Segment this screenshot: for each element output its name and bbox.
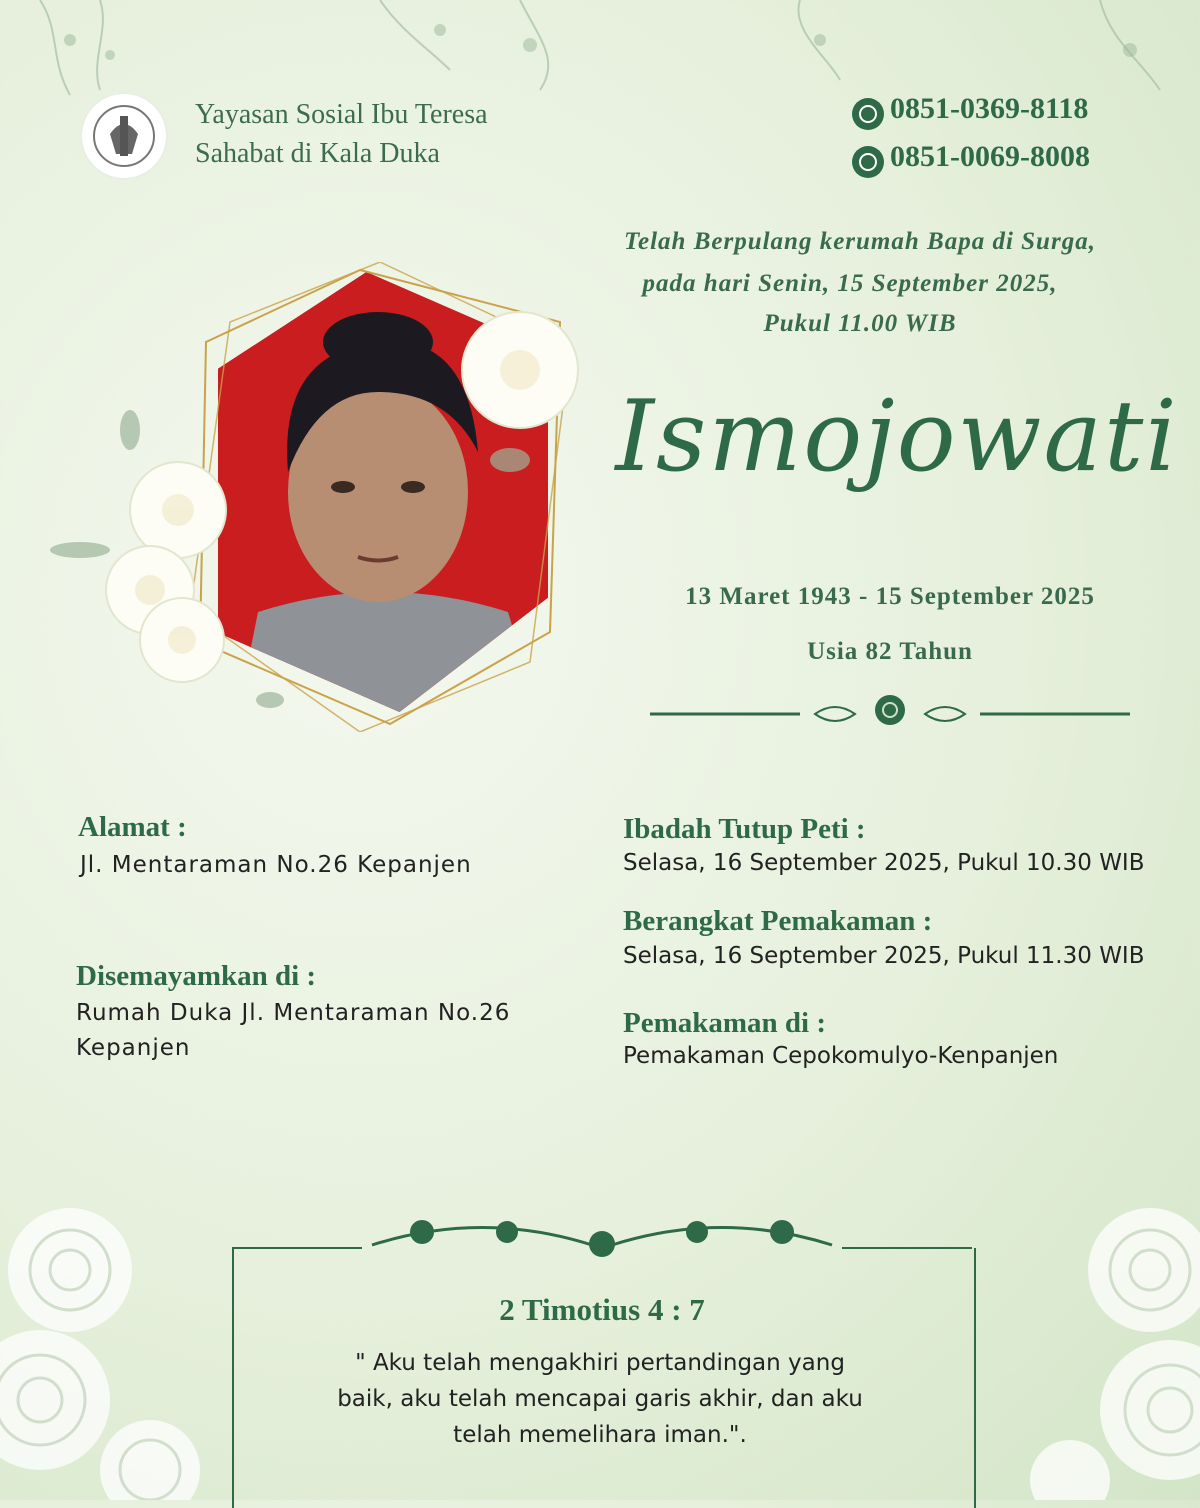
notice-line-2: pada hari Senin, 15 September 2025, [642, 270, 1058, 297]
verse-text [310, 1345, 890, 1453]
life-dates: 13 Maret 1943 - 15 September 2025 [685, 583, 1095, 610]
verse-line-3: telah memelihara iman.". [453, 1422, 747, 1448]
verse-reference: 2 Timotius 4 : 7 [499, 1292, 705, 1327]
age: Usia 82 Tahun [807, 638, 973, 665]
deceased-name: Ismojowati [615, 380, 1179, 494]
verse-line-1: " Aku telah mengakhiri pertandingan yang [355, 1350, 845, 1376]
service-label: Ibadah Tutup Peti : [623, 813, 866, 845]
laid-value-line-2: Kepanjen [76, 1035, 191, 1061]
org-name: Yayasan Sosial Ibu Teresa [195, 99, 488, 130]
phone-row-1[interactable] [852, 92, 1088, 130]
floral-divider [650, 692, 1130, 732]
laid-value-line-1: Rumah Duka Jl. Mentaraman No.26 [76, 1000, 511, 1026]
address-label: Alamat : [78, 811, 187, 843]
phone-number[interactable]: 0851-0069-8008 [890, 140, 1090, 173]
whatsapp-icon [852, 98, 884, 130]
whatsapp-icon [852, 146, 884, 178]
rose-ornament [875, 695, 905, 725]
verse-line-2: baik, aku telah mencapai garis akhir, dan aku [337, 1386, 863, 1412]
notice-line-3: Pukul 11.00 WIB [763, 310, 957, 337]
burial-label: Pemakaman di : [623, 1007, 826, 1039]
address-value: Jl. Mentaraman No.26 Kepanjen [80, 852, 472, 878]
floral-decoration-top [0, 0, 1200, 100]
burial-value: Pemakaman Cepokomulyo-Kenpanjen [623, 1043, 1059, 1069]
floral-decoration-bottom-right [1010, 1180, 1200, 1500]
depart-value: Selasa, 16 September 2025, Pukul 11.30 WIB [623, 943, 1145, 969]
floral-decoration-bottom-left [0, 1180, 220, 1500]
notice-line-1: Telah Berpulang kerumah Bapa di Surga, [624, 228, 1096, 255]
depart-label: Berangkat Pemakaman : [623, 905, 933, 937]
emblem-logo [82, 94, 166, 178]
service-value: Selasa, 16 September 2025, Pukul 10.30 WIB [623, 850, 1145, 876]
phone-number[interactable]: 0851-0369-8118 [890, 92, 1089, 125]
phone-row-2[interactable] [852, 140, 1090, 178]
white-roses-decoration [40, 300, 600, 760]
org-tagline: Sahabat di Kala Duka [195, 138, 440, 169]
laid-label: Disemayamkan di : [76, 960, 317, 992]
